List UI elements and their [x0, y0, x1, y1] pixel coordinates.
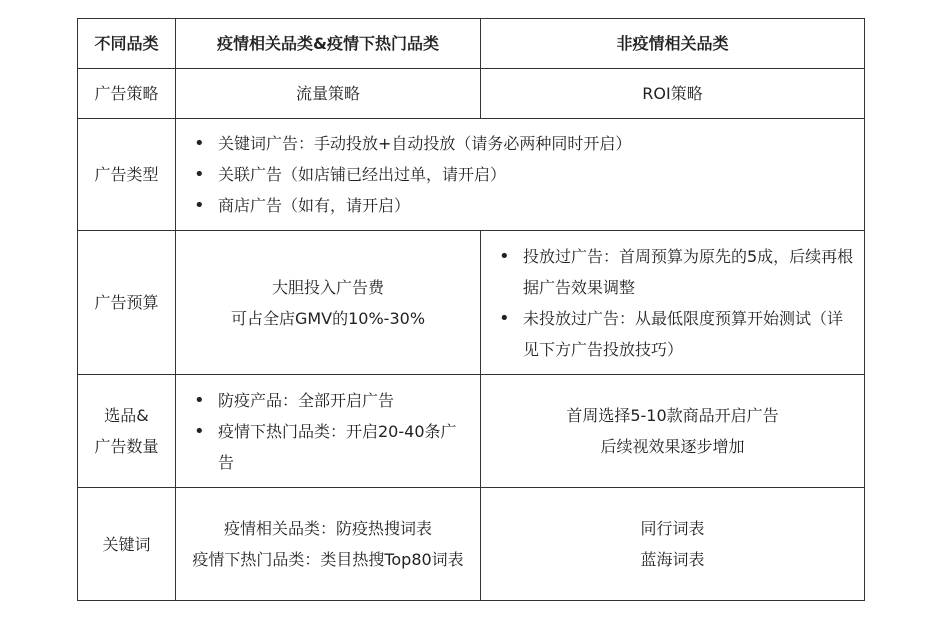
row-label-line: 选品& [104, 406, 149, 425]
cell-non-epidemic-keywords [481, 488, 865, 601]
comparison-table [77, 18, 865, 601]
table-row-ad-types [78, 119, 865, 231]
budget-list [489, 241, 856, 365]
list-item: • 关联广告（如店铺已经出过单，请开启） [184, 159, 856, 190]
cell-epidemic-keywords [176, 488, 481, 601]
cell-non-epidemic-selection [481, 375, 865, 488]
list-item: • 未投放过广告：从最低限度预算开始测试（详见下方广告投放技巧） [489, 303, 856, 365]
cell-ad-types [176, 119, 865, 231]
cell-non-epidemic-strategy: ROI策略 [481, 69, 865, 119]
list-item: • 防疫产品：全部开启广告 [184, 385, 472, 416]
row-label: 关键词 [78, 488, 176, 601]
header-non-epidemic: 非疫情相关品类 [481, 19, 865, 69]
cell-epidemic-selection [176, 375, 481, 488]
cell-epidemic-strategy: 流量策略 [176, 69, 481, 119]
list-item: • 投放过广告：首周预算为原先的5成，后续再根据广告效果调整 [489, 241, 856, 303]
table-row-ad-budget [78, 231, 865, 375]
text-line: 疫情相关品类：防疫热搜词表 [223, 519, 432, 538]
cell-epidemic-budget [176, 231, 481, 375]
header-category: 不同品类 [78, 19, 176, 69]
row-label [78, 375, 176, 488]
row-label: 广告类型 [78, 119, 176, 231]
text-line: 首周选择5-10款商品开启广告 [566, 406, 779, 425]
table-row-keywords [78, 488, 865, 601]
list-item: • 关键词广告：手动投放+自动投放（请务必两种同时开启） [184, 128, 856, 159]
row-label: 广告策略 [78, 69, 176, 119]
list-item: • 疫情下热门品类：开启20-40条广告 [184, 416, 472, 478]
text-line: 蓝海词表 [640, 550, 705, 569]
text-line: 后续视效果逐步增加 [600, 437, 745, 456]
header-row [78, 19, 865, 69]
table-row-selection [78, 375, 865, 488]
text-line: 疫情下热门品类：类目热搜Top80词表 [192, 550, 464, 569]
selection-list [184, 385, 472, 478]
text-line: 可占全店GMV的10%-30% [230, 308, 426, 328]
cell-non-epidemic-budget [481, 231, 865, 375]
header-epidemic-related: 疫情相关品类&疫情下热门品类 [176, 19, 481, 69]
row-label: 广告预算 [78, 231, 176, 375]
table-row-ad-strategy [78, 69, 865, 119]
row-label-line: 广告数量 [94, 437, 159, 456]
text-line: 大胆投入广告费 [271, 277, 384, 297]
ad-types-list [184, 128, 856, 221]
text-line: 同行词表 [640, 519, 705, 538]
list-item: • 商店广告（如有，请开启） [184, 190, 856, 221]
